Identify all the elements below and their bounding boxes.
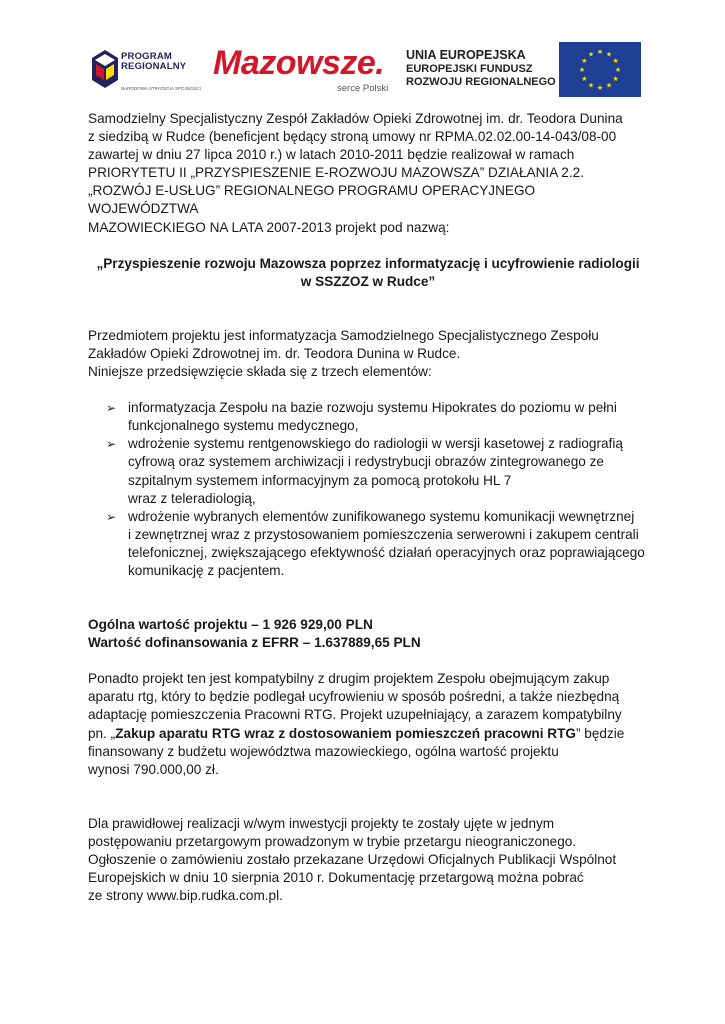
program-line-2: REGIONALNY — [121, 61, 187, 72]
project-values — [88, 616, 648, 652]
eu-fund-text — [406, 48, 556, 94]
intro-paragraph: Samodzielny Specjalistyczny Zespół Zakładów Opieki Zdrowotnej im. dr. Teodora Dunina z siedzibą w Rudce (beneficjent będący stroną umowy nr RPMA.02.02.00-14-043/08-00 zawartej w dniu 27 lipca 2010 r.) w latach 2010-2011 będzie realizował w ramach PRIORYTETU II „PRZYSPIESZENIE E-ROZWOJU MAZOWSZA” DZIAŁANIA 2.2. „ROZWÓJ E-USŁUG” REGIONALNEGO PROGRAMU OPERACYJNEGO WOJEWÓDZTWA MAZOWIECKIEGO NA LATA 2007-2013 projekt pod nazwą: — [88, 111, 623, 235]
mazowsze-tagline: serce Polski — [337, 83, 389, 94]
svg-text:★: ★ — [587, 50, 595, 59]
program-regionalny-emblem-icon — [92, 50, 118, 88]
eu-line-2: EUROPEJSKI FUNDUSZ — [406, 63, 533, 75]
eu-flag-icon — [559, 42, 641, 97]
document-body — [88, 110, 648, 905]
svg-text:★: ★ — [581, 57, 588, 65]
arrow-bullet-icon: ➢ — [106, 509, 117, 524]
program-regionalny-text — [121, 52, 186, 72]
program-regionalny-logo — [92, 48, 212, 94]
subject-paragraph: Przedmiotem projektu jest informatyzacja Samodzielnego Specjalistycznego Zespołu Zakładów Opieki Zdrowotnej im. dr. Teodora Dunina w Rudce. Niniejsze przedsięwzięcie składa się z trzech elementów: — [88, 327, 599, 380]
svg-text:★: ★ — [596, 84, 604, 92]
arrow-bullet-icon: ➢ — [106, 401, 117, 416]
program-line-1: PROGRAM — [121, 51, 173, 62]
svg-text:★: ★ — [596, 48, 604, 56]
svg-text:★: ★ — [605, 81, 613, 90]
mazowsze-wordmark: Mazowsze. — [213, 44, 385, 82]
list-item: ➢ wdrożenie systemu rentgenowskiego do radiologii w wersji kasetowej z radiografią cyfrową oraz systemem archiwizacji i redystrybucji obrazów zintegrowanego ze szpitalnym systemem informacyjnym za pomocą protokołu HL 7 wraz z teleradiologią, — [106, 436, 623, 506]
efrr-value: Wartość dofinansowania z EFRR – 1.637889,65 PLN — [88, 635, 421, 651]
svg-text:★: ★ — [614, 66, 622, 74]
svg-text:★: ★ — [587, 81, 595, 90]
project-elements-list — [88, 399, 648, 580]
program-subtitle: NARODOWA STRATEGIA SPÓJNOŚCI — [121, 86, 202, 91]
eu-line-3: ROZWOJU REGIONALNEGO — [406, 76, 556, 88]
compatibility-paragraph: Ponadto projekt ten jest kompatybilny z drugim projektem Zespołu obejmującym zakup aparatu rtg, który to będzie podlegał ucyfrowieniu w sposób pośredni, a także niezbędną adaptację pomieszczenia Pracowni RTG. Projekt uzupełniający, a zarazem kompatybilny pn. „Zakup aparatu RTG wraz z dostosowaniem pomieszczeń pracowni RTG” będzie finansowany z budżetu województwa mazowieckiego, ogólna wartość projektu wynosi 790.000,00 zł. — [88, 671, 625, 777]
svg-text:★: ★ — [578, 66, 586, 74]
list-item: ➢ wdrożenie wybranych elementów zunifikowanego systemu komunikacji wewnętrznej i zewnętrznej wraz z przystosowaniem pomieszczenia serwerowni i zakupem centrali telefonicznej, zwiększającego efektywność działań operacyjnych oraz poprawiającego komunikację z pacjentem. — [106, 508, 645, 578]
list-item: ➢ informatyzacja Zespołu na bazie rozwoju systemu Hipokrates do poziomu w pełni funkcjonalnego systemu medycznego, — [106, 400, 617, 434]
logo-bar — [0, 40, 725, 102]
svg-text:★: ★ — [605, 50, 613, 59]
project-title: „Przyspieszenie rozwoju Mazowsza poprzez informatyzację i ucyfrowienie radiologii w SSZZOZ w Rudce” — [96, 255, 640, 289]
eu-line-1: UNIA EUROPEJSKA — [406, 48, 526, 62]
svg-text:★: ★ — [581, 75, 588, 83]
svg-text:★: ★ — [612, 57, 619, 65]
rtg-project-name: Zakup aparatu RTG wraz z dostosowaniem pomieszczeń pracowni RTG — [115, 725, 576, 741]
tender-paragraph: Dla prawidłowej realizacji w/wym inwestycji projekty te zostały ujęte w jednym postępowaniu przetargowym prowadzonym w trybie przetargu nieograniczonego. Ogłoszenie o zamówieniu zostało przekazane Urzędowi Oficjalnych Publikacji Wspólnot Europejskich w dniu 10 sierpnia 2010 r. Dokumentację przetargową można pobrać ze strony www.bip.rudka.com.pl. — [88, 815, 617, 904]
arrow-bullet-icon: ➢ — [106, 437, 117, 452]
total-value: Ogólna wartość projektu – 1 926 929,00 PLN — [88, 617, 373, 633]
mazowsze-logo — [213, 44, 405, 100]
svg-text:★: ★ — [612, 75, 619, 83]
